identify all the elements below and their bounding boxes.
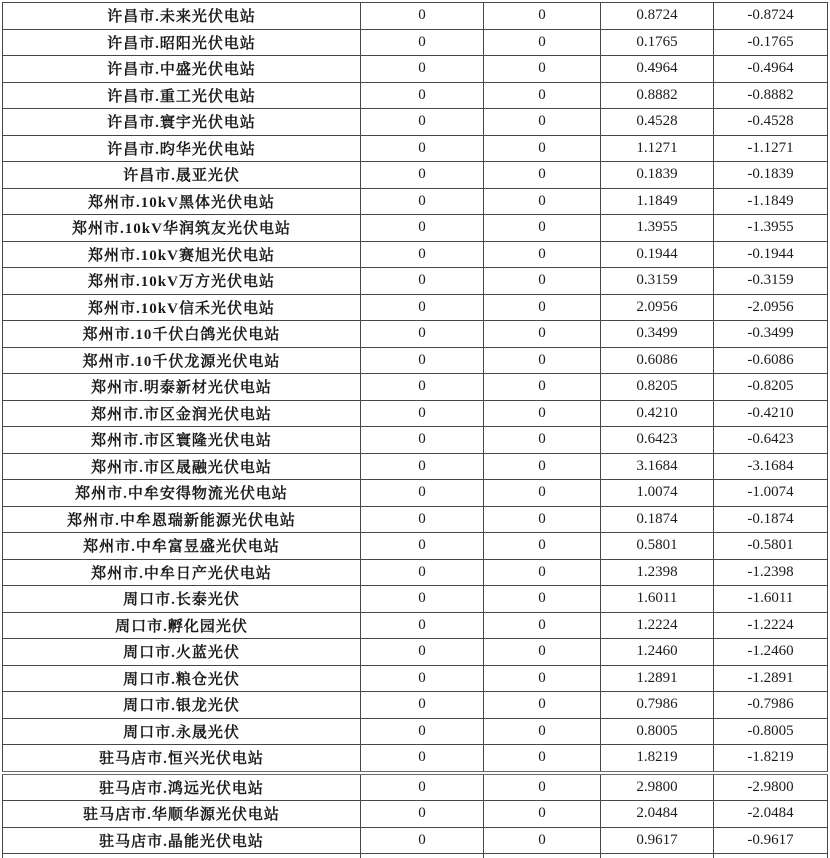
value-cell-4: -1.8219 xyxy=(714,745,828,773)
value-cell-3: 2.0956 xyxy=(601,294,714,321)
table-row xyxy=(3,188,828,215)
table-row xyxy=(3,586,828,613)
table-row xyxy=(3,801,828,828)
value-cell-2: 0 xyxy=(484,718,601,745)
table-row xyxy=(3,56,828,83)
value-cell-1: 0 xyxy=(361,533,484,560)
table-row xyxy=(3,109,828,136)
station-name-cell: 周口市.火蓝光伏 xyxy=(3,639,361,666)
table-row xyxy=(3,29,828,56)
value-cell-2: 0 xyxy=(484,321,601,348)
value-cell-4: -1.1271 xyxy=(714,135,828,162)
value-cell-4: -2.0956 xyxy=(714,294,828,321)
value-cell-3: 0.6423 xyxy=(601,427,714,454)
value-cell-2: 0 xyxy=(484,586,601,613)
value-cell-3: 0.7986 xyxy=(601,692,714,719)
value-cell-1: 0 xyxy=(361,321,484,348)
station-name-cell: 郑州市.10kV黑体光伏电站 xyxy=(3,188,361,215)
value-cell-2: 0 xyxy=(484,453,601,480)
station-name-cell: 郑州市.市区晟融光伏电站 xyxy=(3,453,361,480)
value-cell-4: -0.8882 xyxy=(714,82,828,109)
table-row xyxy=(3,665,828,692)
value-cell-4: -0.8205 xyxy=(714,374,828,401)
table-row xyxy=(3,347,828,374)
value-cell-4: -1.2460 xyxy=(714,639,828,666)
pv-station-table xyxy=(2,2,828,858)
value-cell-3 xyxy=(601,854,714,858)
value-cell-4: -1.6011 xyxy=(714,586,828,613)
station-name-cell xyxy=(3,854,361,858)
value-cell-4 xyxy=(714,854,828,858)
value-cell-1: 0 xyxy=(361,162,484,189)
value-cell-4: -1.2891 xyxy=(714,665,828,692)
value-cell-4: -1.1849 xyxy=(714,188,828,215)
value-cell-2: 0 xyxy=(484,801,601,828)
station-name-cell: 驻马店市.华顺华源光伏电站 xyxy=(3,801,361,828)
value-cell-3: 3.1684 xyxy=(601,453,714,480)
station-name-cell: 许昌市.昀华光伏电站 xyxy=(3,135,361,162)
value-cell-3: 1.1271 xyxy=(601,135,714,162)
table-row xyxy=(3,135,828,162)
value-cell-3: 1.3955 xyxy=(601,215,714,242)
table-body xyxy=(3,3,828,858)
value-cell-1: 0 xyxy=(361,665,484,692)
table-row xyxy=(3,745,828,773)
station-name-cell: 郑州市.10kV信禾光伏电站 xyxy=(3,294,361,321)
table-row xyxy=(3,162,828,189)
table-row xyxy=(3,3,828,30)
station-name-cell: 周口市.孵化园光伏 xyxy=(3,612,361,639)
station-name-cell: 郑州市.明泰新材光伏电站 xyxy=(3,374,361,401)
value-cell-1: 0 xyxy=(361,135,484,162)
station-name-cell: 周口市.粮仓光伏 xyxy=(3,665,361,692)
table-row xyxy=(3,506,828,533)
value-cell-1: 0 xyxy=(361,827,484,854)
value-cell-3: 1.2224 xyxy=(601,612,714,639)
value-cell-1: 0 xyxy=(361,82,484,109)
table-row xyxy=(3,533,828,560)
value-cell-3: 0.1944 xyxy=(601,241,714,268)
value-cell-2: 0 xyxy=(484,427,601,454)
station-name-cell: 周口市.银龙光伏 xyxy=(3,692,361,719)
value-cell-1: 0 xyxy=(361,453,484,480)
value-cell-3: 0.6086 xyxy=(601,347,714,374)
value-cell-4: -0.8005 xyxy=(714,718,828,745)
value-cell-4: -2.0484 xyxy=(714,801,828,828)
value-cell-2: 0 xyxy=(484,533,601,560)
station-name-cell: 郑州市.10kV赛旭光伏电站 xyxy=(3,241,361,268)
value-cell-1: 0 xyxy=(361,294,484,321)
value-cell-1: 0 xyxy=(361,427,484,454)
value-cell-1: 0 xyxy=(361,29,484,56)
station-name-cell: 郑州市.10kV华润筑友光伏电站 xyxy=(3,215,361,242)
station-name-cell: 许昌市.昭阳光伏电站 xyxy=(3,29,361,56)
value-cell-3: 0.4528 xyxy=(601,109,714,136)
value-cell-3: 1.2460 xyxy=(601,639,714,666)
station-name-cell: 郑州市.10千伏龙源光伏电站 xyxy=(3,347,361,374)
table-row xyxy=(3,718,828,745)
value-cell-3: 0.8724 xyxy=(601,3,714,30)
value-cell-2: 0 xyxy=(484,745,601,773)
value-cell-1: 0 xyxy=(361,639,484,666)
table-row xyxy=(3,241,828,268)
value-cell-2: 0 xyxy=(484,215,601,242)
station-name-cell: 许昌市.未来光伏电站 xyxy=(3,3,361,30)
value-cell-3: 1.6011 xyxy=(601,586,714,613)
value-cell-4: -0.1765 xyxy=(714,29,828,56)
value-cell-2: 0 xyxy=(484,294,601,321)
table-row xyxy=(3,453,828,480)
value-cell-1: 0 xyxy=(361,268,484,295)
value-cell-3: 2.9800 xyxy=(601,773,714,801)
value-cell-1: 0 xyxy=(361,347,484,374)
station-name-cell: 郑州市.市区寰隆光伏电站 xyxy=(3,427,361,454)
value-cell-4: -0.3499 xyxy=(714,321,828,348)
value-cell-2: 0 xyxy=(484,665,601,692)
table-row xyxy=(3,692,828,719)
value-cell-2: 0 xyxy=(484,135,601,162)
value-cell-2: 0 xyxy=(484,827,601,854)
value-cell-2: 0 xyxy=(484,400,601,427)
value-cell-2: 0 xyxy=(484,82,601,109)
value-cell-1: 0 xyxy=(361,718,484,745)
value-cell-3: 1.8219 xyxy=(601,745,714,773)
value-cell-3: 0.4964 xyxy=(601,56,714,83)
value-cell-1: 0 xyxy=(361,215,484,242)
value-cell-3: 0.5801 xyxy=(601,533,714,560)
value-cell-1: 0 xyxy=(361,480,484,507)
value-cell-4: -1.2224 xyxy=(714,612,828,639)
value-cell-4: -0.9617 xyxy=(714,827,828,854)
value-cell-4: -1.0074 xyxy=(714,480,828,507)
table-row xyxy=(3,82,828,109)
value-cell-1: 0 xyxy=(361,3,484,30)
value-cell-2: 0 xyxy=(484,162,601,189)
table-row xyxy=(3,827,828,854)
value-cell-2: 0 xyxy=(484,639,601,666)
value-cell-1: 0 xyxy=(361,241,484,268)
station-name-cell: 周口市.长泰光伏 xyxy=(3,586,361,613)
value-cell-1: 0 xyxy=(361,801,484,828)
table-row xyxy=(3,268,828,295)
value-cell-3: 1.1849 xyxy=(601,188,714,215)
table-row xyxy=(3,400,828,427)
value-cell-1: 0 xyxy=(361,56,484,83)
table-row xyxy=(3,480,828,507)
value-cell-2: 0 xyxy=(484,773,601,801)
station-name-cell: 许昌市.中盛光伏电站 xyxy=(3,56,361,83)
table-row xyxy=(3,215,828,242)
value-cell-3: 1.2891 xyxy=(601,665,714,692)
value-cell-1: 0 xyxy=(361,374,484,401)
value-cell-1: 0 xyxy=(361,400,484,427)
table-row xyxy=(3,559,828,586)
value-cell-1: 0 xyxy=(361,506,484,533)
value-cell-2: 0 xyxy=(484,29,601,56)
value-cell-4: -0.6086 xyxy=(714,347,828,374)
station-name-cell: 许昌市.晟亚光伏 xyxy=(3,162,361,189)
value-cell-2: 0 xyxy=(484,612,601,639)
table-row-partial xyxy=(3,854,828,858)
value-cell-4: -0.8724 xyxy=(714,3,828,30)
value-cell-4: -1.2398 xyxy=(714,559,828,586)
value-cell-4: -0.4210 xyxy=(714,400,828,427)
value-cell-2: 0 xyxy=(484,268,601,295)
value-cell-2: 0 xyxy=(484,3,601,30)
value-cell-1: 0 xyxy=(361,612,484,639)
value-cell-2: 0 xyxy=(484,56,601,83)
station-name-cell: 郑州市.中牟日产光伏电站 xyxy=(3,559,361,586)
value-cell-3: 0.3159 xyxy=(601,268,714,295)
station-name-cell: 驻马店市.鸿远光伏电站 xyxy=(3,773,361,801)
value-cell-2: 0 xyxy=(484,188,601,215)
value-cell-1: 0 xyxy=(361,773,484,801)
value-cell-4: -0.7986 xyxy=(714,692,828,719)
station-name-cell: 郑州市.10千伏白鸽光伏电站 xyxy=(3,321,361,348)
value-cell-4: -3.1684 xyxy=(714,453,828,480)
station-name-cell: 郑州市.中牟富昱盛光伏电站 xyxy=(3,533,361,560)
station-name-cell: 驻马店市.恒兴光伏电站 xyxy=(3,745,361,773)
value-cell-1: 0 xyxy=(361,586,484,613)
value-cell-4: -0.4528 xyxy=(714,109,828,136)
station-name-cell: 郑州市.市区金润光伏电站 xyxy=(3,400,361,427)
value-cell-4: -2.9800 xyxy=(714,773,828,801)
value-cell-1: 0 xyxy=(361,692,484,719)
value-cell-1 xyxy=(361,854,484,858)
value-cell-3: 0.1874 xyxy=(601,506,714,533)
value-cell-3: 0.8205 xyxy=(601,374,714,401)
table-row xyxy=(3,612,828,639)
value-cell-1: 0 xyxy=(361,745,484,773)
value-cell-2: 0 xyxy=(484,506,601,533)
table-row xyxy=(3,374,828,401)
station-name-cell: 驻马店市.晶能光伏电站 xyxy=(3,827,361,854)
value-cell-4: -0.5801 xyxy=(714,533,828,560)
value-cell-3: 0.9617 xyxy=(601,827,714,854)
value-cell-4: -0.4964 xyxy=(714,56,828,83)
value-cell-2: 0 xyxy=(484,559,601,586)
value-cell-3: 0.3499 xyxy=(601,321,714,348)
value-cell-1: 0 xyxy=(361,559,484,586)
value-cell-3: 0.8882 xyxy=(601,82,714,109)
value-cell-2: 0 xyxy=(484,109,601,136)
value-cell-3: 1.2398 xyxy=(601,559,714,586)
value-cell-3: 2.0484 xyxy=(601,801,714,828)
value-cell-4: -1.3955 xyxy=(714,215,828,242)
table-row xyxy=(3,321,828,348)
station-name-cell: 郑州市.中牟安得物流光伏电站 xyxy=(3,480,361,507)
table-row xyxy=(3,294,828,321)
table-row xyxy=(3,427,828,454)
value-cell-4: -0.6423 xyxy=(714,427,828,454)
value-cell-2: 0 xyxy=(484,374,601,401)
value-cell-2: 0 xyxy=(484,480,601,507)
value-cell-3: 0.8005 xyxy=(601,718,714,745)
table-row xyxy=(3,773,828,801)
table-row xyxy=(3,639,828,666)
station-name-cell: 郑州市.10kV万方光伏电站 xyxy=(3,268,361,295)
station-name-cell: 许昌市.重工光伏电站 xyxy=(3,82,361,109)
value-cell-2: 0 xyxy=(484,692,601,719)
value-cell-2: 0 xyxy=(484,241,601,268)
value-cell-4: -0.1874 xyxy=(714,506,828,533)
station-name-cell: 许昌市.寰宇光伏电站 xyxy=(3,109,361,136)
value-cell-3: 0.1765 xyxy=(601,29,714,56)
value-cell-3: 0.4210 xyxy=(601,400,714,427)
value-cell-2: 0 xyxy=(484,347,601,374)
value-cell-4: -0.3159 xyxy=(714,268,828,295)
value-cell-3: 0.1839 xyxy=(601,162,714,189)
station-name-cell: 郑州市.中牟恩瑞新能源光伏电站 xyxy=(3,506,361,533)
value-cell-1: 0 xyxy=(361,188,484,215)
value-cell-3: 1.0074 xyxy=(601,480,714,507)
value-cell-4: -0.1839 xyxy=(714,162,828,189)
value-cell-4: -0.1944 xyxy=(714,241,828,268)
station-name-cell: 周口市.永晟光伏 xyxy=(3,718,361,745)
value-cell-2 xyxy=(484,854,601,858)
value-cell-1: 0 xyxy=(361,109,484,136)
